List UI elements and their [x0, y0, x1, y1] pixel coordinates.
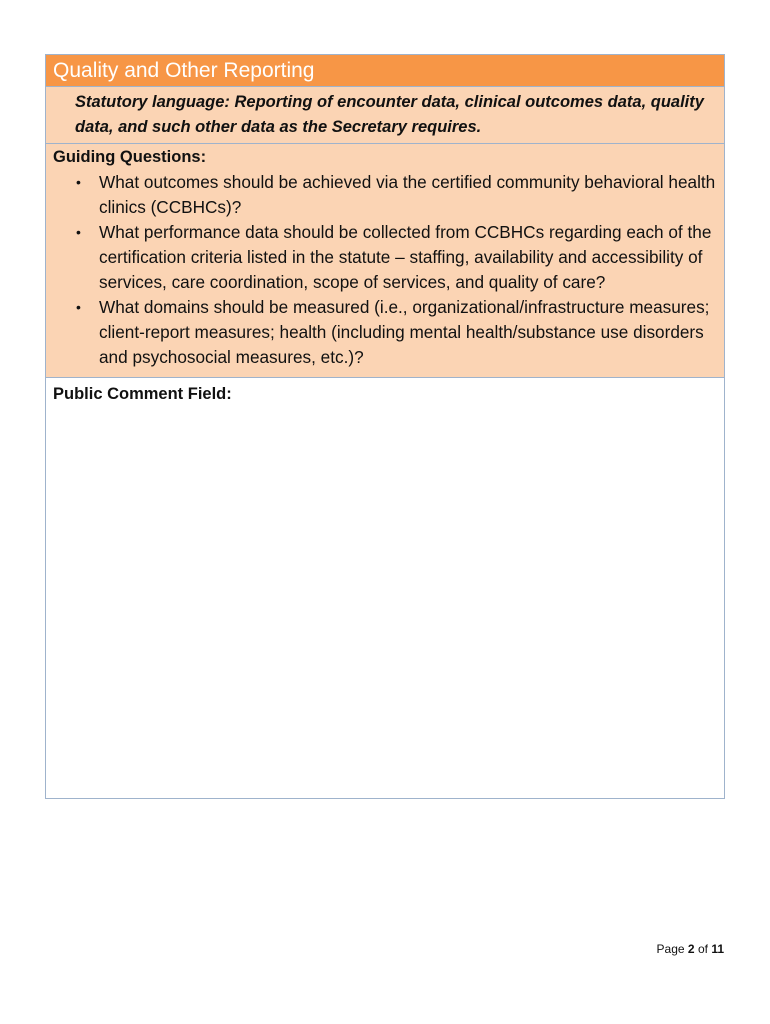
section-title: Quality and Other Reporting	[53, 58, 315, 82]
question-text: What domains should be measured (i.e., organizational/infrastructure measures; client-report measures; health (including mental health/substance use disorders and psychosocial measures, etc.)?	[99, 297, 710, 367]
guiding-questions-cell	[46, 144, 724, 378]
list-item	[53, 220, 716, 295]
guiding-questions-heading: Guiding Questions:	[53, 148, 207, 166]
bullet-icon: •	[76, 299, 81, 315]
statutory-language-text: Statutory language: Reporting of encounter data, clinical outcomes data, quality data, and such other data as the Secretary requires.	[75, 93, 704, 136]
list-item	[53, 170, 716, 220]
form-table	[45, 54, 725, 799]
of-label: of	[697, 942, 708, 956]
statutory-language-cell	[46, 87, 724, 144]
public-comment-label: Public Comment Field:	[53, 385, 232, 403]
guiding-questions-list	[53, 170, 716, 370]
bullet-icon: •	[76, 174, 81, 190]
section-header	[46, 55, 724, 87]
question-text: What outcomes should be achieved via the certified community behavioral health clinics (CCBHCs)?	[99, 172, 716, 217]
bullet-icon: •	[76, 224, 81, 240]
page-prefix: Page	[656, 942, 685, 956]
total-pages: 11	[711, 942, 724, 956]
list-item	[53, 295, 716, 370]
current-page: 2	[687, 942, 695, 956]
public-comment-field[interactable]	[46, 378, 724, 798]
page-number	[657, 942, 724, 956]
question-text: What performance data should be collected from CCBHCs regarding each of the certification criteria listed in the statute – staffing, availability and accessibility of services, care coordination, scope of services, and quality of care?	[99, 222, 712, 292]
